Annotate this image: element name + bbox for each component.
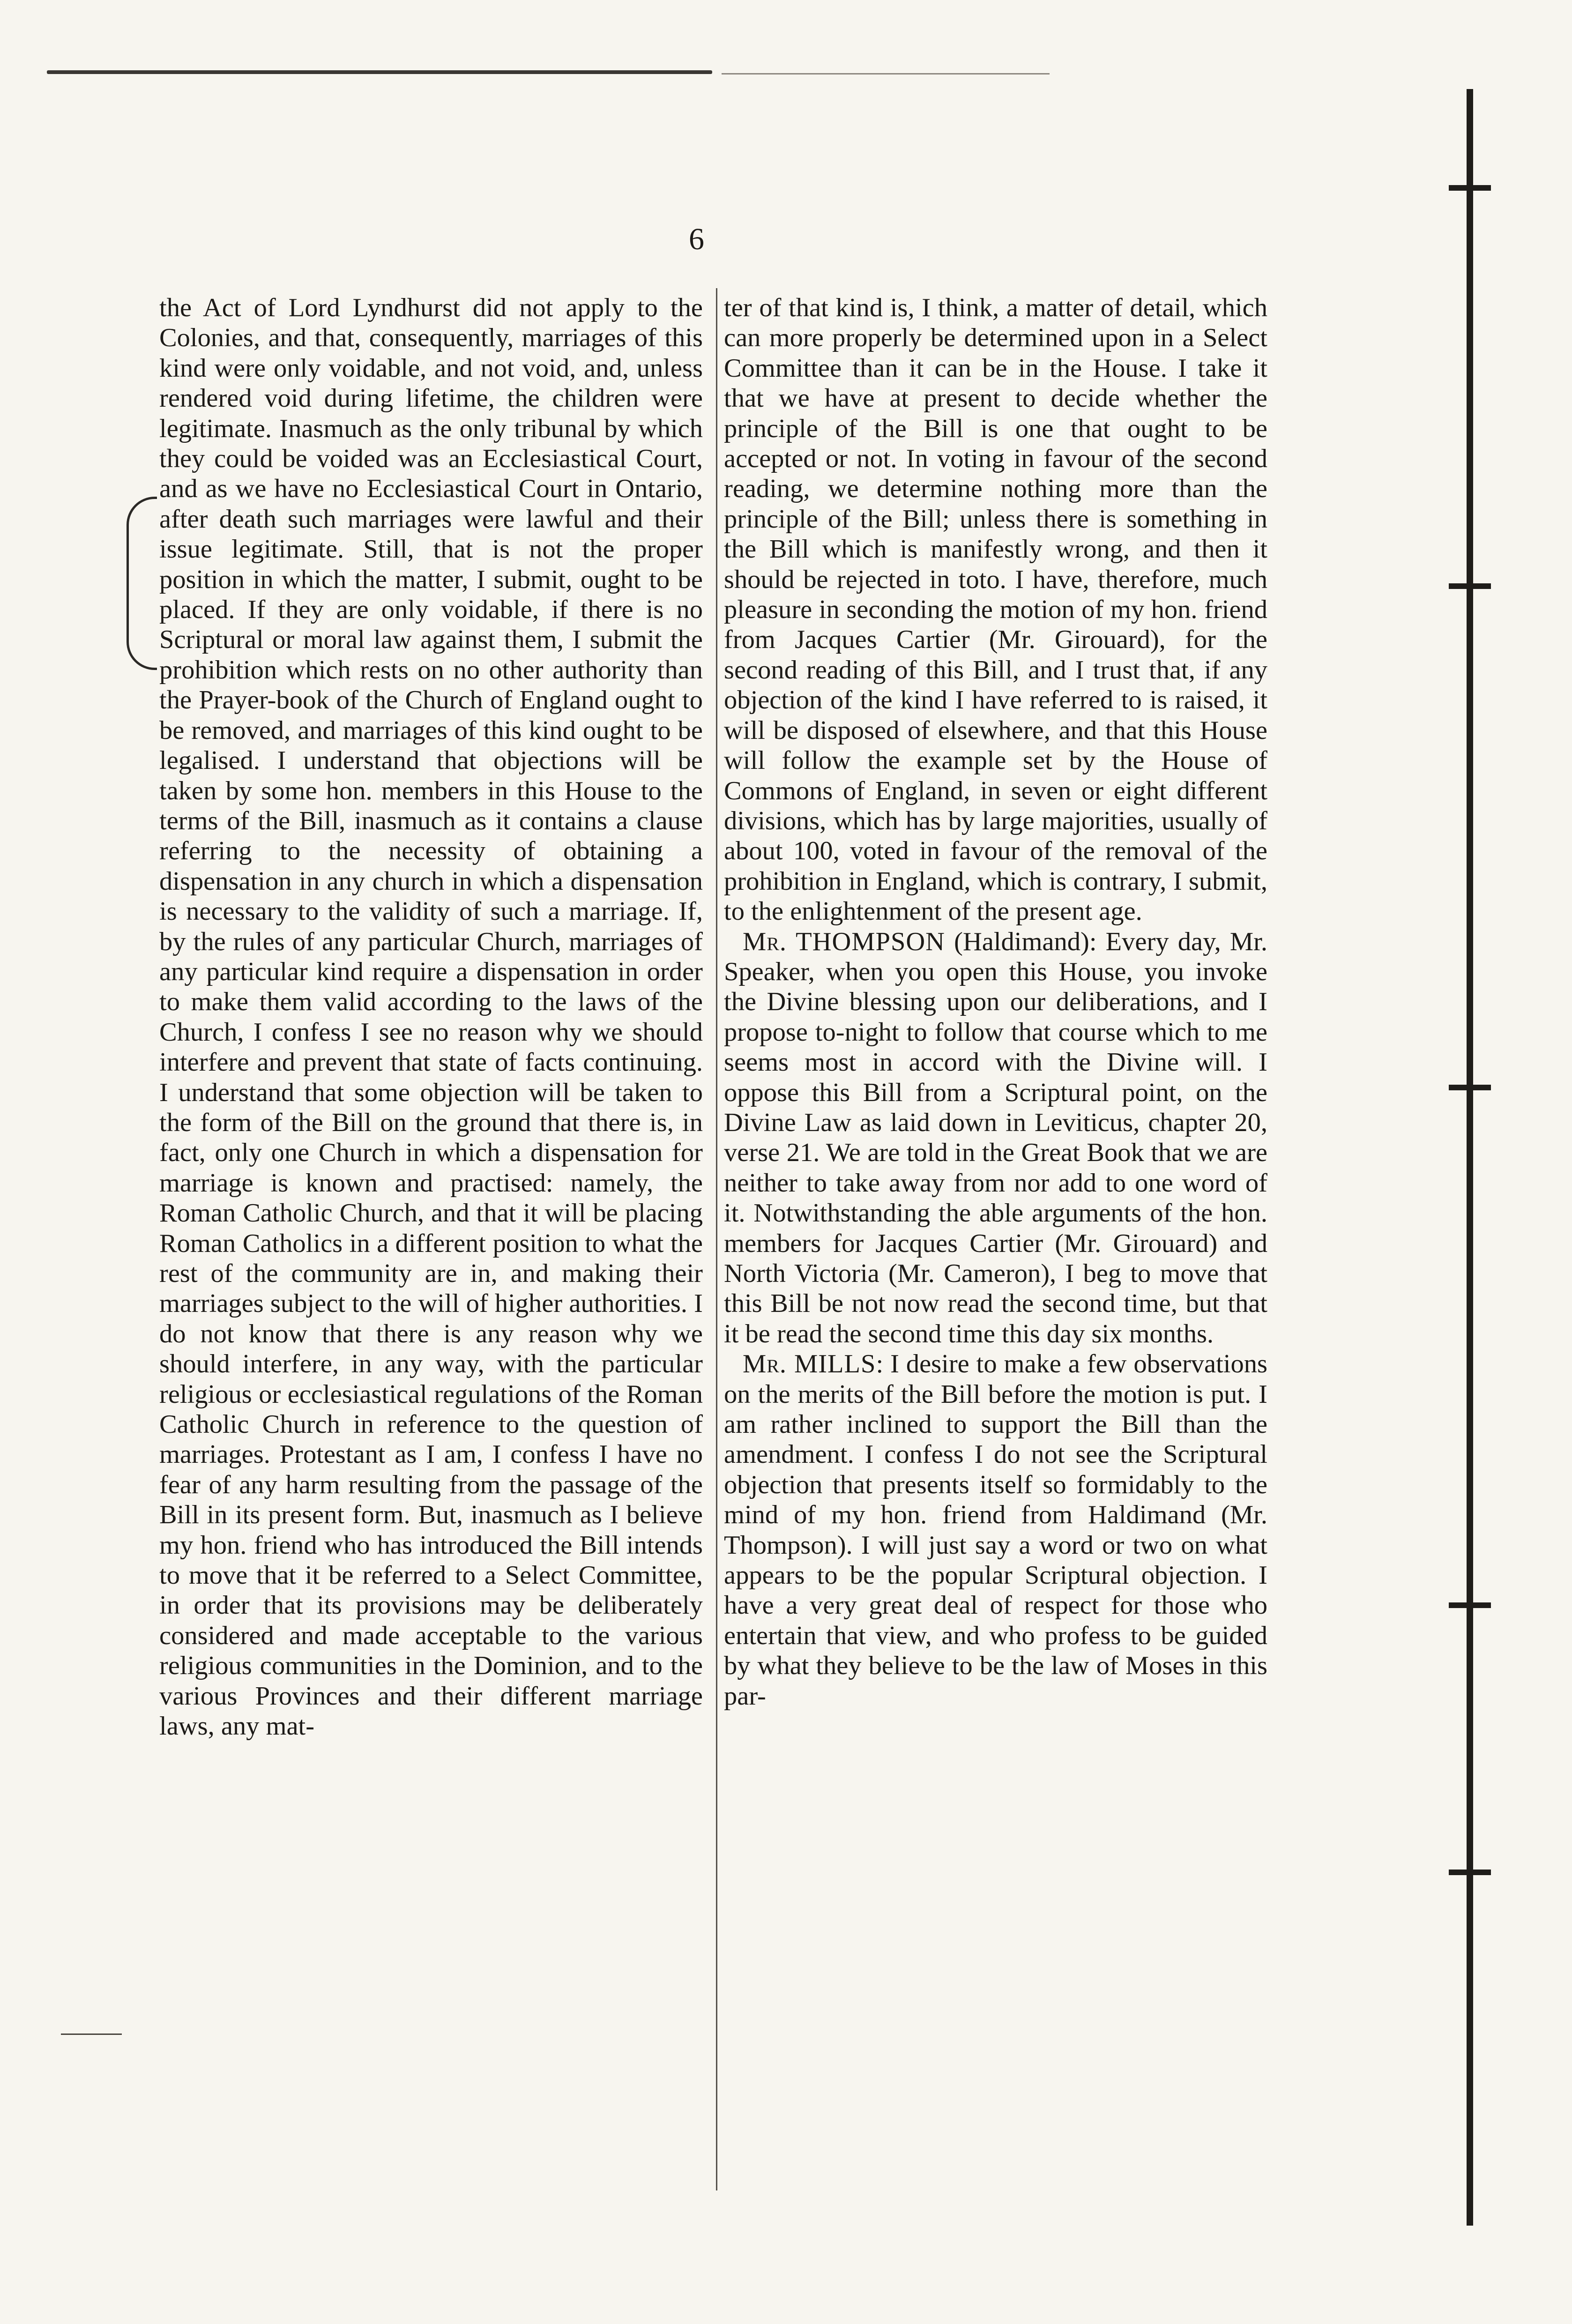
top-rule — [47, 70, 712, 74]
paragraph-text: ter of that kind is, I think, a matter of detail, which can more properly be determined upon in a Select Committee than it can be in the House. I take it that we have at present to decide whether the principle of the Bill is one that ought to be accepted or not. In voting in favour of the second reading, we determine nothing more than the principle of the Bill; unless there is something in the Bill which is manifestly wrong, and then it should be rejected in toto. I have, therefore, much pleasure in seconding the motion of my hon. friend from Jacques Cartier (Mr. Girouard), for the second reading of this Bill, and I trust that, if any objection of the kind I have referred to is raised, it will be disposed of elsewhere, and that this House will follow the example set by the House of Commons of England, in seven or eight different divisions, which has by large majorities, usually of about 100, voted in favour of the removal of the prohibition in England, which is contrary, I submit, to the enlightenment of the present age. — [724, 293, 1267, 926]
binding-mark — [1449, 583, 1491, 589]
right-column — [724, 293, 1267, 1711]
right-paragraph-mills — [724, 1349, 1267, 1711]
binding-mark — [1449, 185, 1491, 191]
left-paragraph: the Act of Lord Lyndhurst did not apply to the Colonies, and that, consequently, marriages of this kind were only voidable, and not void, and, unless rendered void during lifetime, the children were legitimate. Inasmuch as the only tribunal by which they could be voided was an Ecclesiastical Court, and as we have no Ecclesiastical Court in Ontario, after death such marriages were lawful and their issue legitimate. Still, that is not the proper position in which the matter, I submit, ought to be placed. If they are only voidable, if there is no Scriptural or moral law against them, I submit the prohibition which rests on no other authority than the Prayer-book of the Church of England ought to be removed, and marriages of this kind ought to be legalised. I understand that objections will be taken by some hon. members in this House to the terms of the Bill, inasmuch as it contains a clause referring to the necessity of obtaining a dispensation in any church in which a dispensation is necessary to the validity of such a marriage. If, by the rules of any particular Church, marriages of any particular kind require a dispensation in order to make them valid according to the laws of the Church, I confess I see no reason why we should interfere and prevent that state of facts continuing. I understand that some objection will be taken to the form of the Bill on the ground that there is, in fact, only one Church in which a dispensation for marriage is known and practised: namely, the Roman Catholic Church, and that it will be placing Roman Catholics in a different position to what the rest of the community are in, and making their marriages subject to the will of higher authorities. I do not know that there is any reason why we should interfere, in any way, with the particular religious or ecclesiastical regulations of the Roman Catholic Church in reference to the question of marriages. Protestant as I am, I confess I have no fear of any harm resulting from the passage of the Bill in its present form. But, inasmuch as I believe my hon. friend who has introduced the Bill intends to move that it be referred to a Select Committee, in order that its provisions may be deliberately considered and made acceptable to the various religious communities in the Dominion, and to the various Provinces and their different marriage laws, any mat- — [159, 293, 703, 1741]
margin-mark — [61, 2034, 122, 2035]
binding-mark — [1449, 1085, 1491, 1090]
binding-mark — [1449, 1602, 1491, 1608]
left-column — [159, 293, 703, 1742]
binding-mark — [1449, 1870, 1491, 1875]
binding-edge — [1467, 89, 1473, 2226]
paragraph-text: (Haldimand): Every day, Mr. Speaker, when you open this House, you invoke the Divine blessing upon our deliberations, and I propose to-night to follow that course which to me seems most in accord with the Divine will. I oppose this Bill from a Scriptural point, on the Divine Law as laid down in Leviticus, chapter 20, verse 21. We are told in the Great Book that we are neither to take away from nor add to one word of it. Notwithstanding the able arguments of the hon. members for Jacques Cartier (Mr. Girouard) and North Victoria (Mr. Cameron), I beg to move that this Bill be not now read the second time, but that it be read the second time this day six months. — [724, 927, 1267, 1348]
top-rule-faint — [722, 73, 1050, 74]
page-number: 6 — [689, 222, 704, 256]
right-paragraph-thompson — [724, 927, 1267, 1349]
column-divider — [716, 288, 717, 2190]
right-paragraph-continuation — [724, 293, 1267, 927]
paragraph-text: : I desire to make a few observations on the merits of the Bill before the motion is put. I am rather inclined to support the Bill than the amendment. I confess I do not see the Scriptural objection that presents itself so formidably to the mind of my hon. friend from Haldimand (Mr. Thompson). I will just say a word or two on what appears to be the popular Scriptural objection. I have a very great deal of respect for those who entertain that view, and who profess to be guided by what they believe to be the law of Moses in this par- — [724, 1349, 1267, 1711]
speaker-name: Mr. MILLS — [743, 1349, 876, 1379]
margin-bracket-mark — [127, 497, 157, 670]
speaker-name: Mr. THOMPSON — [743, 927, 945, 956]
